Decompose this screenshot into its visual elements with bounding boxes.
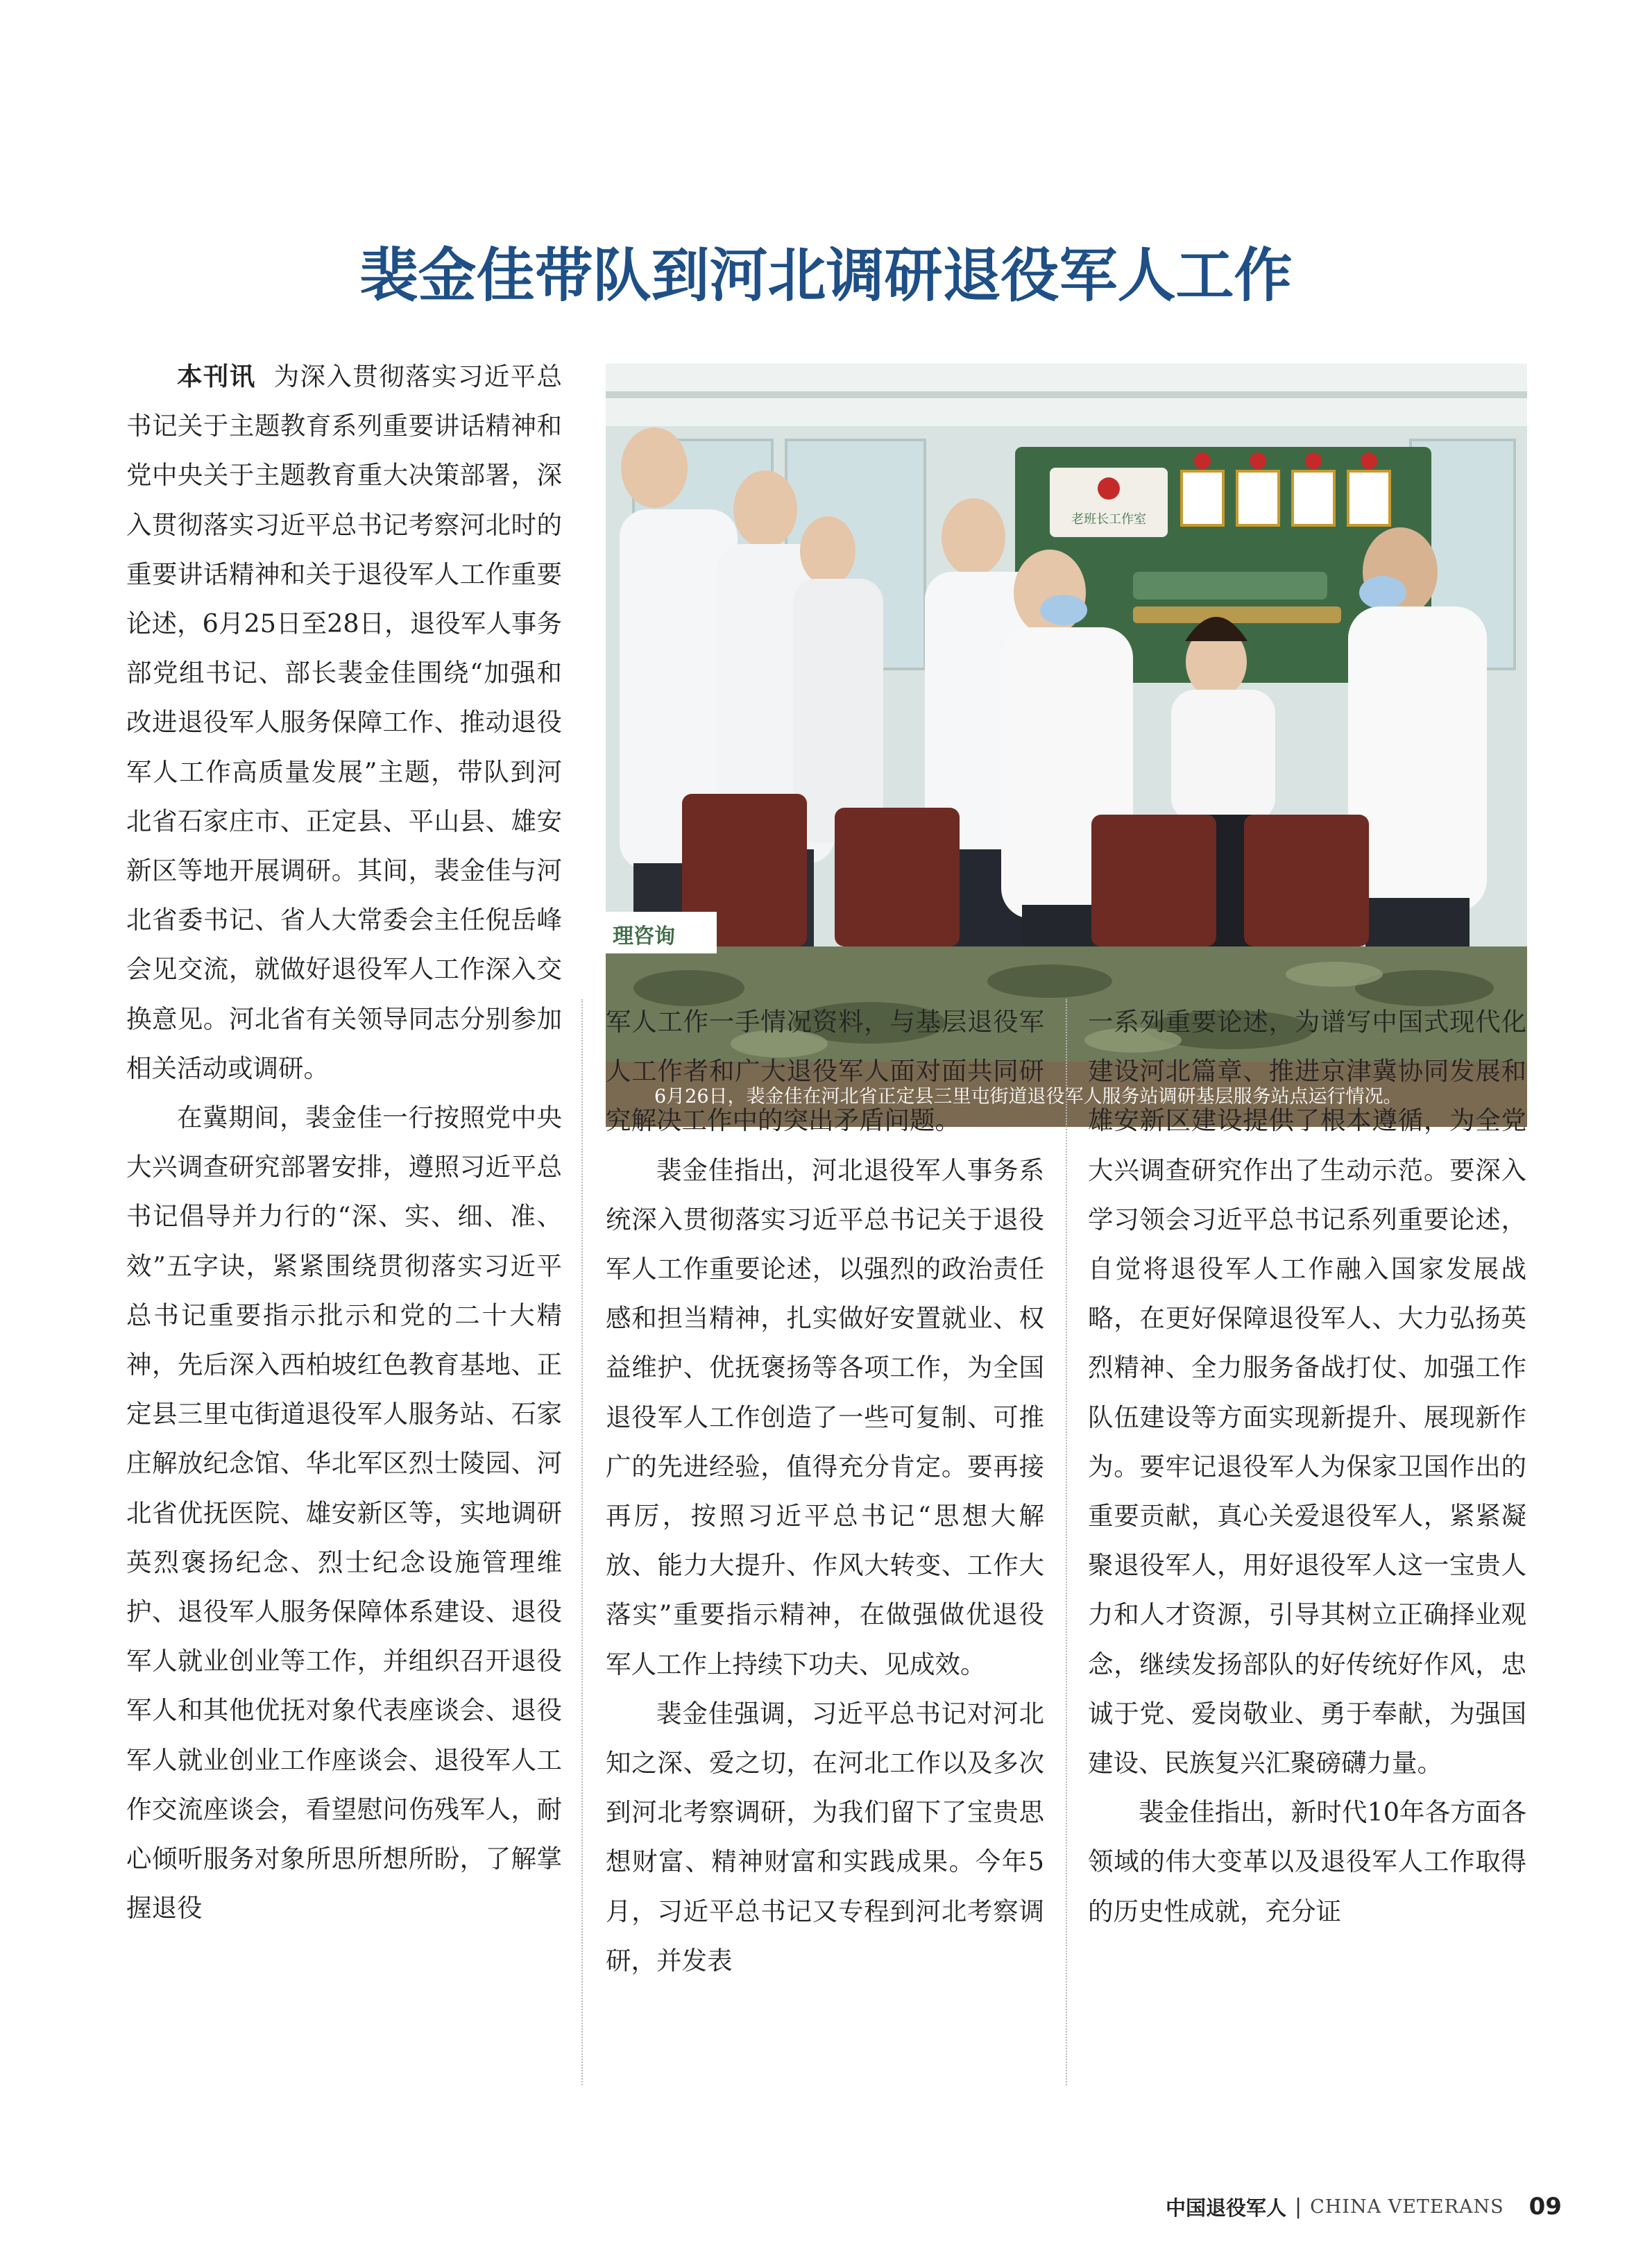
article-column-2 (606, 997, 1044, 1985)
photo-illustration (606, 364, 1527, 1062)
column-divider (1066, 999, 1067, 2085)
lead-label: 本刊讯 (177, 362, 256, 391)
magazine-name-en: CHINA VETERANS (1310, 2196, 1504, 2218)
paragraph-text: 为深入贯彻落实习近平总书记关于主题教育系列重要讲话精神和党中央关于主题教育重大决策部署，深入贯彻落实习近平总书记考察河北时的重要讲话精神和关于退役军人工作重要论述，6月25日至28日，退役军人事务部党组书记、部长裴金佳围绕“加强和改进退役军人服务保障工作、推动退役军人工作高质量发展”主题，带队到河北省石家庄市、正定县、平山县、雄安新区等地开展调研。其间，裴金佳与河北省委书记、省人大常委会主任倪岳峰会见交流，就做好退役军人工作深入交换意见。河北省有关领导同志分别参加相关活动或调研。 (126, 362, 562, 1083)
counter-sign-text: 理咨询 (613, 924, 675, 949)
paragraph (126, 352, 562, 1093)
footer-separator: | (1295, 2194, 1302, 2219)
paragraph: 一系列重要论述，为谱写中国式现代化建设河北篇章、推进京津冀协同发展和雄安新区建设提供了根本遵循，为全党大兴调查研究作出了生动示范。要深入学习领会习近平总书记系列重要论述，自觉将退役军人工作融入国家发展战略，在更好保障退役军人、大力弘扬英烈精神、全力服务备战打仗、加强工作队伍建设等方面实现新提升、展现新作为。要牢记退役军人为保家卫国作出的重要贡献，真心关爱退役军人，紧紧凝聚退役军人，用好退役军人这一宝贵人力和人才资源，引导其树立正确择业观念，继续发扬部队的好传统好作风，忠诚于党、爱岗敬业、勇于奉献，为强国建设、民族复兴汇聚磅礴力量。 (1088, 1007, 1526, 1778)
paragraph: 裴金佳强调，习近平总书记对河北知之深、爱之切，在河北工作以及多次到河北考察调研，为我们留下了宝贵思想财富、精神财富和实践成果。今年5月，习近平总书记又专程到河北考察调研，并发表 (606, 1698, 1044, 1976)
article-title: 裴金佳带队到河北调研退役军人工作 (359, 241, 1293, 309)
page-footer (1166, 2193, 1562, 2220)
photo-caption: 6月26日，裴金佳在河北省正定县三里屯街道退役军人服务站调研基层服务站点运行情况。 (654, 1085, 1402, 1107)
article-column-3 (1088, 997, 1526, 1936)
paragraph: 裴金佳指出，新时代10年各方面各领域的伟大变革以及退役军人工作取得的历史性成就，充分证 (1088, 1797, 1526, 1926)
paragraph: 在冀期间，裴金佳一行按照党中央大兴调查研究部署安排，遵照习近平总书记倡导并力行的“深、实、细、准、效”五字诀，紧紧围绕贯彻落实习近平总书记重要指示批示和党的二十大精神，先后深入西柏坡红色教育基地、正定县三里屯街道退役军人服务站、石家庄解放纪念馆、华北军区烈士陵园、河北省优抚医院、雄安新区等，实地调研英烈褒扬纪念、烈士纪念设施管理维护、退役军人服务保障体系建设、退役军人就业创业等工作，并组织召开退役军人和其他优抚对象代表座谈会、退役军人就业创业工作座谈会、退役军人工作交流座谈会，看望慰问伤残军人，耐心倾听服务对象所思所想所盼，了解掌握退役 (126, 1103, 562, 1923)
sign-text: 老班长工作室 (1071, 512, 1146, 527)
article-column-1 (126, 352, 562, 1933)
magazine-name-cn: 中国退役军人 (1166, 2196, 1287, 2220)
paragraph: 军人工作一手情况资料，与基层退役军人工作者和广大退役军人面对面共同研究解决工作中的突出矛盾问题。 (606, 1007, 1044, 1136)
column-divider (581, 999, 583, 2085)
page-number: 09 (1528, 2193, 1562, 2220)
paragraph: 裴金佳指出，河北退役军人事务系统深入贯彻落实习近平总书记关于退役军人工作重要论述，以强烈的政治责任感和担当精神，扎实做好安置就业、权益维护、优抚褒扬等各项工作，为全国退役军人工作创造了一些可复制、可推广的先进经验，值得充分肯定。要再接再厉，按照习近平总书记“思想大解放、能力大提升、作风大转变、工作大落实”重要指示精神，在做强做优退役军人工作上持续下功夫、见成效。 (606, 1155, 1044, 1679)
